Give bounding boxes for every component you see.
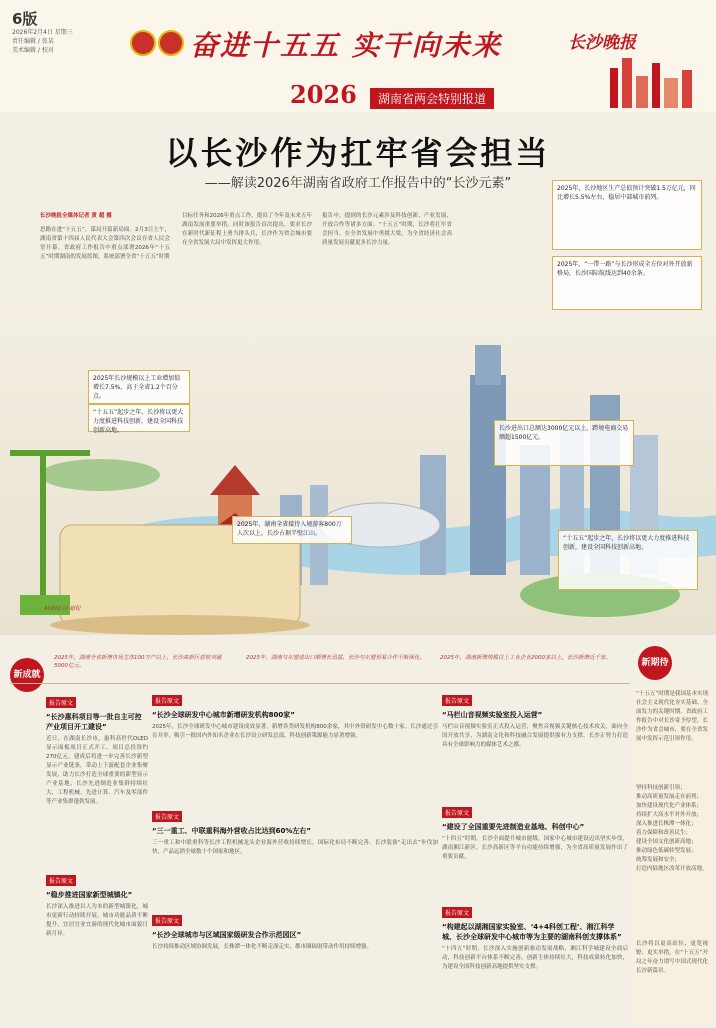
article-tag: 报告原文 xyxy=(442,695,472,706)
meta-line: 2026年2月4日 星期三 xyxy=(12,29,73,36)
article-tag: 报告原文 xyxy=(442,807,472,818)
article-tag: 报告原文 xyxy=(46,697,76,708)
article-headline: “构建起以湖湘国家实验室、‘4+4科创工程’、湘江科学城、长沙全球研发中心城市等为主要的湖南科创支撑体系” xyxy=(442,923,622,941)
right-panel-list xyxy=(636,784,708,874)
list-item: 着力保障和改善民生； xyxy=(636,830,692,836)
callout-box: 长沙进出口总额达3000亿元以上，跨境电商交易额超1500亿元。 xyxy=(494,420,634,466)
article-headline: “长沙惠科项目等一批自主可控产业项目开工建设” xyxy=(46,713,142,731)
article-body: 马栏山音视频实验室正式投入运营，聚焦音视频关键核心技术攻关，面向全国开放共享，为湖南文化和科技融合发展提供强有力支撑。长沙正努力打造具有全球影响力的媒体艺术之都。 xyxy=(442,724,628,748)
list-item: 推动高质量发展走在前列； xyxy=(636,794,703,800)
article xyxy=(152,804,438,899)
image-caption: AI制图 向 超程 xyxy=(44,606,81,612)
page-subtitle: ——解读2026年湖南省政府工作报告中的“长沙元素” xyxy=(204,176,512,191)
article-tag: 报告原文 xyxy=(442,907,472,918)
callout-box: 2025年，“一带一路”与长沙形成全方位对外开放新格局，长沙国际航线达到40余条。 xyxy=(552,256,702,310)
intro-col-2: 目标任务和2026年重点工作，提出了今年及未来五年湖南发展重要举措。同时该报告首次提出，要求长沙在新时代新征程上勇当排头兵，长沙作为省会城市要在全省发展大局中发挥更大作用。 xyxy=(182,213,312,246)
callout-box: “十五五”起步之年，长沙将以更大力度推进科技创新，建设全国科技创新高地。 xyxy=(88,404,190,432)
header-meta xyxy=(12,28,122,55)
article-tag: 报告原文 xyxy=(152,915,182,926)
intro-col-1: 思路在进“十五五”，谋局开篇新局面。2月3日上午，湖南省第十四届人民代表大会第四次会议在省人民会堂开幕。省政府工作报告中重点部署2026年“十五五”时期湖南的发展蓝图，系统部署全省“十五五”时期 xyxy=(40,227,170,260)
meta-line: 责任编辑 / 张某 xyxy=(12,38,54,45)
article xyxy=(442,688,628,789)
band-note: 2025年，湖南新增规模以上工业企业2000家以上，长沙新增近千家。 xyxy=(440,655,611,661)
callout-box: 2025年，长沙地区生产总值预计突破1.5万亿元，同比增长5.5%左右，稳居中部城市前列。 xyxy=(552,180,702,250)
article-body: “十四五”时期，长沙全面提升城市能级，国家中心城市建设迈出坚实步伐，湖南湘江新区、长沙高新区等平台功能持续增强，为全省高质量发展作出了重要贡献。 xyxy=(442,836,628,860)
article xyxy=(152,908,438,1021)
article-headline: “稳步推进国家新型城镇化” xyxy=(46,891,133,899)
article-headline: “三一重工、中联重科海外营收占比达到60%左右” xyxy=(152,827,311,835)
callout-box: “十五五”起步之年，长沙将以更大力度推进科技创新，建设全国科技创新高地。 xyxy=(558,530,698,590)
callout-box: 2025年，湖南全省接待入境游客800万人次以上，长沙占据半壁江山。 xyxy=(232,516,352,544)
list-item: 打造内陆地区改革开放高地。 xyxy=(636,866,708,872)
article-body: 三一重工和中联重科等长沙工程机械龙头企业海外营收持续增长，国际化布局不断完善。长沙装备“走出去”步伐加快，产品远销全球数十个国家和地区。 xyxy=(152,840,438,855)
article-headline: “建设了全国重要先进制造业基地、科创中心” xyxy=(442,823,585,831)
article xyxy=(442,800,628,891)
list-item: 建设全国文化创新高地； xyxy=(636,839,697,845)
badge-new-achievements: 新成就 xyxy=(10,658,44,692)
year-label: 2026 xyxy=(290,80,357,109)
page-number: 6版 xyxy=(12,10,38,28)
article-body: 长沙深入推进以人为本的新型城镇化，城市更新行动持续开展，城市功能品质不断提升，宜居宜业宜游的现代化城市面貌日新月异。 xyxy=(46,904,148,937)
article-body: “十四五”时期，长沙深入实施创新驱动发展战略，湘江科学城建设全面启动，科技创新平台体系不断完善，创新主体持续壮大，科技成果转化加快，为建设全国科技创新高地提供坚实支撑。 xyxy=(442,946,628,970)
right-panel-tail: 长沙将以更高站位、更宽视野、更实举措，在“十五五”开局之年奋力谱写中国式现代化长沙新篇章。 xyxy=(636,941,708,974)
badge-new-expectations: 新期待 xyxy=(638,646,672,680)
article-body: 近日，在湖南长沙市，惠科高世代OLED显示面板项目正式开工。项目总投资约270亿元，建成后将进一步完善长沙新型显示产业链条，带动上下游配套企业集聚发展，助力长沙打造全球重要的新型显示产业基地。长沙先进制造业集群持续壮大，工程机械、先进计算、汽车及零部件等产业集群蓬勃发展。 xyxy=(46,736,148,805)
article-body: 长沙持续推动区域协调发展，长株潭一体化不断走深走实，都市圈辐射带动作用持续增强。 xyxy=(152,944,373,950)
article-headline: “马栏山音视频实验室投入运营” xyxy=(442,711,543,719)
list-item: 持续扩大高水平对外开放； xyxy=(636,812,703,818)
header-slogan: 奋进十五五 实干向未来 xyxy=(190,29,502,62)
article-tag: 报告原文 xyxy=(152,695,182,706)
article-headline: “长沙全球城市与区域国家级研发合作示范园区” xyxy=(152,931,302,939)
article-headline: “长沙全球研发中心城市新增研发机构800家” xyxy=(152,711,295,719)
list-item: 推动绿色低碳转型发展； xyxy=(636,848,697,854)
national-emblem-icon xyxy=(130,30,156,56)
list-item: 坚持科技创新引领； xyxy=(636,785,686,791)
party-emblem-icon xyxy=(158,30,184,56)
band-note: 2025年，湖南与东盟进出口额增长迅猛，长沙与东盟贸易合作不断深化。 xyxy=(246,655,425,661)
article-tag: 报告原文 xyxy=(152,811,182,822)
list-item: 统筹发展和安全； xyxy=(636,857,681,863)
article xyxy=(46,868,148,1021)
page-title: 以长沙作为扛牢省会担当 xyxy=(165,134,551,172)
divider xyxy=(10,683,630,684)
band-note: 2025年，湖南全省新增市场主体100万户以上，长沙高新区营收突破5000亿元。 xyxy=(54,655,222,669)
byline: 长沙晚报全媒体记者 黄 超 摄 xyxy=(40,213,112,219)
article-body: 2025年，长沙全球研发中心城市建设成效显著，新增各类研发机构800余家，其中外资研发中心数十家。长沙通过引育并举，吸引一批国内外知名企业在长沙设立研发总部，科技创新策源能力显著增强。 xyxy=(152,724,438,739)
right-panel-lead: “十五五”时期是我国基本实现社会主义现代化夯实基础、全面发力的关键时期。省政府工作报告中对长沙寄予厚望，长沙作为省会城市，要在全省发展中发挥示范引领作用。 xyxy=(636,691,708,742)
meta-line: 美术编辑 / 校对 xyxy=(12,47,54,54)
newspaper-logo: 长沙晚报 xyxy=(568,33,636,53)
callout-box: 2025年长沙规模以上工业增加值增长7.5%，高于全省1.2个百分点。 xyxy=(88,370,190,404)
article xyxy=(152,688,438,801)
intro-col-3: 报告中，提到的长沙元素涉及科技创新、产业发展、开放合作等诸多方面。“十五五”时期，长沙将扛牢省会担当，在全省发展中勇挑大梁，为全省经济社会高质量发展贡献更多长沙力量。 xyxy=(322,213,452,246)
article xyxy=(46,690,148,875)
list-item: 加快建设现代化产业体系； xyxy=(636,803,703,809)
skyline-illustration xyxy=(600,48,710,108)
list-item: 深入推进长株潭一体化； xyxy=(636,821,697,827)
article-tag: 报告原文 xyxy=(46,875,76,886)
article xyxy=(442,900,628,1007)
special-report-label: 湖南省两会特别报道 xyxy=(370,88,494,109)
